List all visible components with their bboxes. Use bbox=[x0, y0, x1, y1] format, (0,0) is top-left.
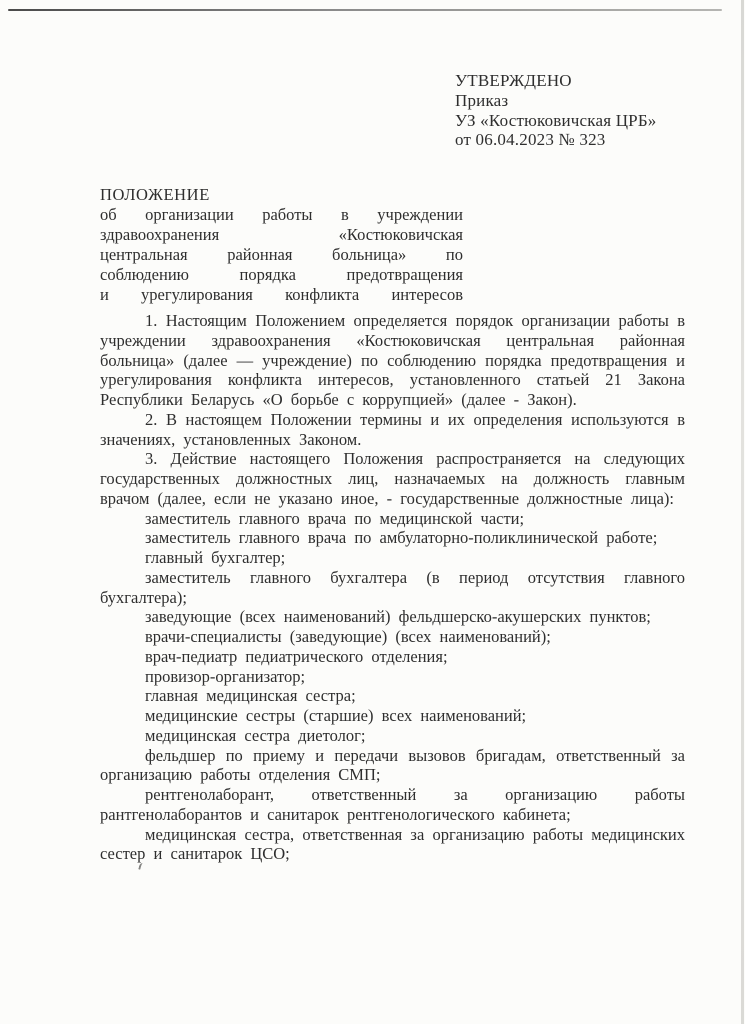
scan-speck bbox=[138, 862, 145, 870]
paragraph-2: 2. В настоящем Положении термины и их определения используются в значениях, установленных Законом. bbox=[100, 409, 685, 449]
document-body bbox=[100, 311, 685, 864]
approval-block bbox=[455, 71, 695, 150]
list-item: медицинская сестра диетолог; bbox=[145, 725, 366, 745]
list-item: главная медицинская сестра; bbox=[145, 686, 356, 706]
title-line: и урегулирования конфликта интересов bbox=[100, 284, 463, 304]
title-line: соблюдению порядка предотвращения bbox=[100, 264, 463, 284]
list-item: медицинские сестры (старшие) всех наименований; bbox=[145, 706, 527, 725]
scan-artifact-right-edge bbox=[741, 0, 744, 1024]
scan-artifact-top-edge bbox=[8, 9, 722, 11]
document-title-block bbox=[100, 185, 463, 304]
paragraph-1: 1. Настоящим Положением определяется порядок организации работы в учреждении здравоохранения «Костюковичская центральная районная больница» (далее — учреждение) по соблюдению порядка предотвращения и урегулирования конфликта интересов, установленного статьей 21 Закона Республики Беларусь «О борьбе с коррупцией» (далее - Закон). bbox=[100, 311, 685, 409]
approval-line-date-number: от 06.04.2023 № 323 bbox=[455, 130, 606, 150]
list-item: провизор-организатор; bbox=[145, 666, 306, 686]
list-item: фельдшер по приему и передачи вызовов бригадам, ответственный за организацию работы отделения СМП; bbox=[100, 745, 685, 785]
title-line: центральная районная больница» по bbox=[100, 244, 463, 264]
approval-line-approved: УТВЕРЖДЕНО bbox=[455, 71, 572, 90]
title-line: об организации работы в учреждении bbox=[100, 204, 463, 224]
list-item: заместитель главного бухгалтера (в период отсутствия главного бухгалтера); bbox=[100, 567, 685, 607]
list-item: медицинская сестра, ответственная за организацию работы медицинских сестер и санитарок ЦСО; bbox=[100, 824, 685, 864]
list-item: врачи-специалисты (заведующие) (всех наименований); bbox=[145, 627, 551, 646]
approval-line-order: Приказ bbox=[455, 90, 509, 110]
list-item: рентгенолаборант, ответственный за организацию работы рантгенолаборантов и санитарок рентгенологического кабинета; bbox=[100, 785, 685, 824]
list-item: заместитель главного врача по медицинской части; bbox=[145, 508, 525, 528]
list-item: заместитель главного врача по амбулаторно-поликлинической работе; bbox=[145, 528, 658, 548]
list-item: заведующие (всех наименований) фельдшерско-акушерских пунктов; bbox=[145, 607, 651, 627]
title-heading: ПОЛОЖЕНИЕ bbox=[100, 185, 210, 204]
list-item: врач-педиатр педиатрического отделения; bbox=[145, 646, 448, 666]
paragraph-3: 3. Действие настоящего Положения распространяется на следующих государственных должностных лиц, назначаемых на должность главным врачом (далее, если не указано иное, - государственные должностные лица): bbox=[100, 449, 685, 508]
approval-line-institution: УЗ «Костюковичская ЦРБ» bbox=[455, 110, 657, 130]
title-line: здравоохранения «Костюковичская bbox=[100, 224, 463, 244]
list-item: главный бухгалтер; bbox=[145, 548, 286, 567]
